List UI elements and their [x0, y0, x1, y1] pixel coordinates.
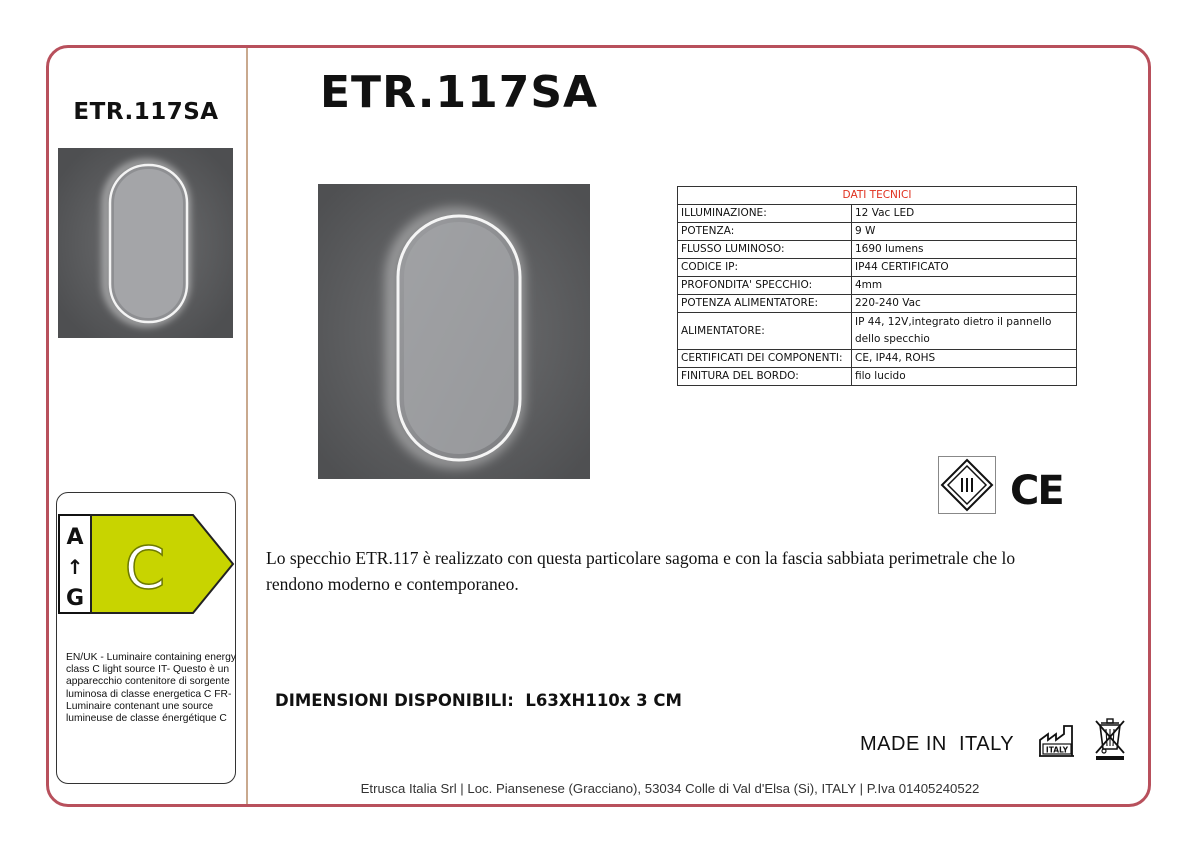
- spec-row: [678, 350, 1077, 368]
- crossed-bin-icon: [1093, 717, 1127, 761]
- spec-value: IP44 CERTIFICATO: [852, 259, 1077, 277]
- energy-label-text: EN/UK - Luminaire containing energy class C light source IT- Questo è un apparecchio contenitore di sorgente luminosa di classe energetica C FR- Luminaire contenant une source lumineuse de classe énergétique C: [66, 652, 236, 725]
- spec-row: [678, 223, 1077, 241]
- dimensions-label: DIMENSIONI DISPONIBILI:: [275, 691, 514, 710]
- energy-class-letter: C: [124, 534, 166, 602]
- spec-table-header: DATI TECNICI: [678, 187, 1077, 205]
- oval-led-mirror-icon: [58, 148, 233, 338]
- factory-italy-icon: [1038, 722, 1076, 758]
- product-description: Lo specchio ETR.117 è realizzato con questa particolare sagoma e con la fascia sabbiata perimetrale che lo rendono moderno e contemporaneo.: [266, 548, 1016, 594]
- product-photo: [318, 184, 590, 479]
- energy-label: [56, 492, 236, 784]
- energy-class-arrow-icon: [57, 511, 235, 631]
- dimensions-value: L63XH110x 3 CM: [525, 691, 682, 710]
- spec-row: [678, 277, 1077, 295]
- spec-row: [678, 205, 1077, 223]
- spec-table-header-row: [678, 187, 1077, 205]
- energy-scale-arrow: ↑: [66, 555, 84, 579]
- sidebar-divider: [246, 48, 248, 804]
- spec-label: FINITURA DEL BORDO:: [678, 368, 852, 386]
- spec-value: IP 44, 12V,integrato dietro il pannello dello specchio: [852, 313, 1077, 350]
- spec-label: POTENZA:: [678, 223, 852, 241]
- page-title: ETR.117SA: [320, 67, 599, 118]
- ce-mark: CE: [1010, 468, 1063, 514]
- spec-label: POTENZA ALIMENTATORE:: [678, 295, 852, 313]
- spec-row: [678, 259, 1077, 277]
- spec-row: [678, 313, 1077, 350]
- spec-value: CE, IP44, ROHS: [852, 350, 1077, 368]
- spec-value: 4mm: [852, 277, 1077, 295]
- spec-value: 1690 lumens: [852, 241, 1077, 259]
- spec-row: [678, 241, 1077, 259]
- spec-value: 12 Vac LED: [852, 205, 1077, 223]
- spec-label: ILLUMINAZIONE:: [678, 205, 852, 223]
- company-footer: Etrusca Italia Srl | Loc. Piansenese (Gracciano), 53034 Colle di Val d'Elsa (Si), ITALY | P.Iva 01405240522: [360, 781, 980, 796]
- factory-italy-text: ITALY: [1045, 745, 1069, 755]
- energy-scale-bottom: G: [65, 586, 85, 611]
- spec-label: ALIMENTATORE:: [678, 313, 852, 350]
- class-iii-diamond-icon: [938, 456, 996, 514]
- energy-scale-top: A: [66, 525, 84, 550]
- spec-row: [678, 368, 1077, 386]
- spec-value: filo lucido: [852, 368, 1077, 386]
- oval-led-mirror-icon: [318, 184, 590, 479]
- sidebar-product-code: ETR.117SA: [73, 99, 219, 125]
- product-thumbnail: [58, 148, 233, 338]
- spec-value: 220-240 Vac: [852, 295, 1077, 313]
- spec-label: CODICE IP:: [678, 259, 852, 277]
- technical-data-table: [677, 186, 1077, 386]
- spec-label: PROFONDITA' SPECCHIO:: [678, 277, 852, 295]
- spec-label: CERTIFICATI DEI COMPONENTI:: [678, 350, 852, 368]
- spec-label: FLUSSO LUMINOSO:: [678, 241, 852, 259]
- spec-row: [678, 295, 1077, 313]
- made-in-italy: MADE IN ITALY: [860, 733, 1015, 755]
- available-dimensions: [275, 691, 682, 710]
- spec-value: 9 W: [852, 223, 1077, 241]
